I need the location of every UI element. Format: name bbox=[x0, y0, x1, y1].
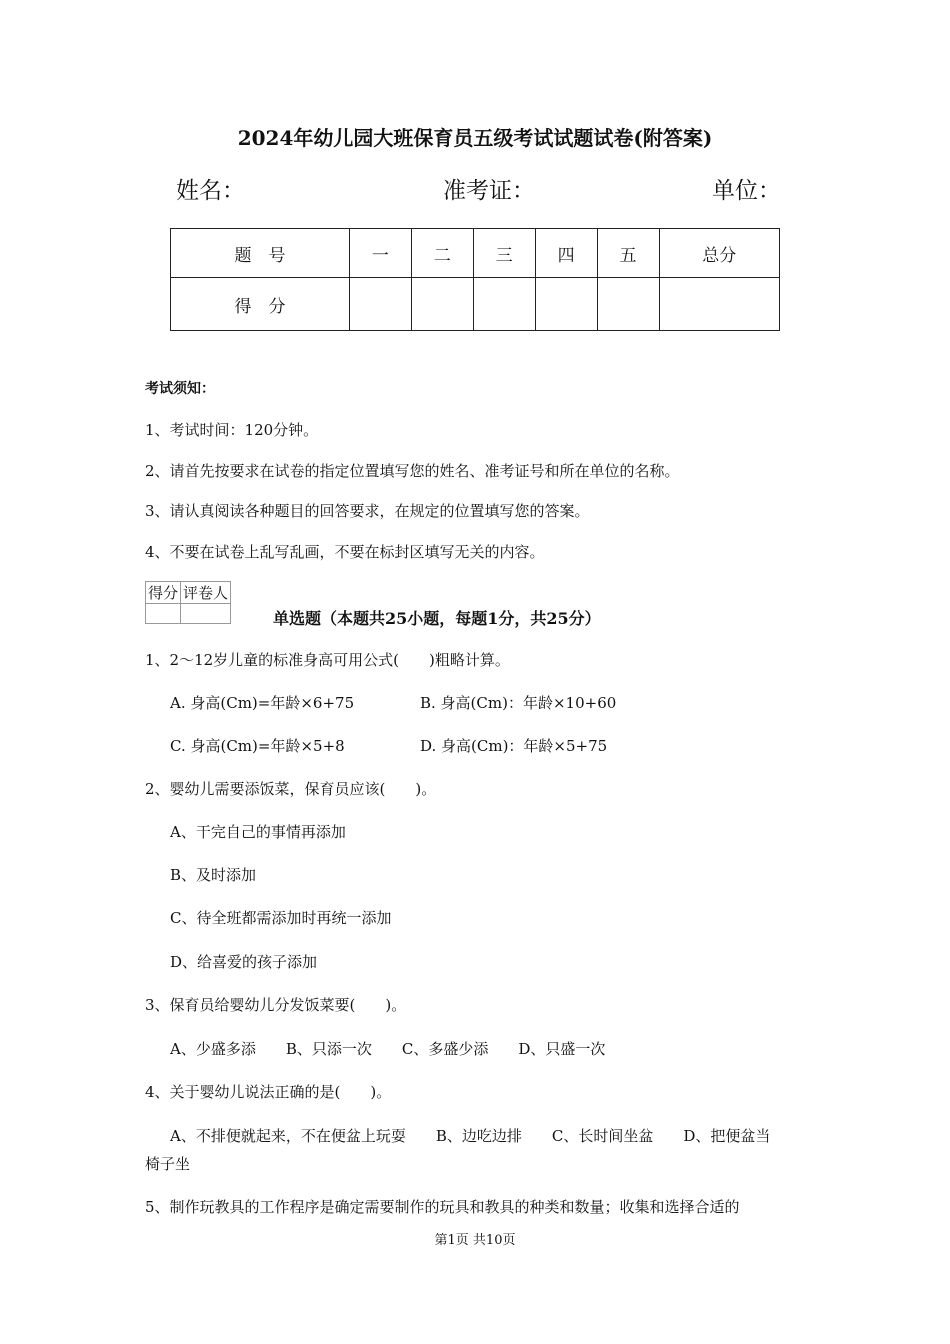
grader-box-grader-label: 评卷人 bbox=[181, 582, 231, 604]
question-option: A. 身高(Cm)=年龄×6+75 bbox=[170, 694, 355, 712]
question-options-continued: 椅子坐 bbox=[145, 1155, 191, 1173]
question-option: D. 身高(Cm)：年龄×5+75 bbox=[420, 737, 608, 755]
question-stem: 2、婴幼儿需要添饭菜，保育员应该( )。 bbox=[145, 780, 437, 798]
score-cell bbox=[349, 278, 411, 331]
question-stem: 1、2～12岁儿童的标准身高可用公式( )粗略计算。 bbox=[145, 651, 510, 669]
score-cell bbox=[597, 278, 659, 331]
question-stem: 4、关于婴幼儿说法正确的是( )。 bbox=[145, 1083, 392, 1101]
score-table-header-row bbox=[171, 229, 780, 278]
grader-box-grader-cell bbox=[181, 604, 231, 624]
score-table-header-cell: 四 bbox=[535, 229, 597, 278]
unit-field-label: 单位： bbox=[712, 178, 781, 204]
score-table-header-cell: 五 bbox=[597, 229, 659, 278]
score-cell bbox=[411, 278, 473, 331]
notice-heading: 考试须知： bbox=[145, 381, 215, 397]
page-footer: 第1页 共10页 bbox=[434, 1233, 516, 1248]
question-stem: 5、制作玩教具的工作程序是确定需要制作的玩具和教具的种类和数量；收集和选择合适的 bbox=[145, 1198, 740, 1216]
question-options: A、少盛多添 B、只添一次 C、多盛少添 D、只盛一次 bbox=[170, 1040, 606, 1058]
section-title: 单选题（本题共25小题，每题1分，共25分） bbox=[273, 609, 601, 628]
question-option: B、及时添加 bbox=[170, 866, 257, 884]
question-option: B. 身高(Cm)：年龄×10+60 bbox=[420, 694, 617, 712]
notice-item: 3、请认真阅读各种题目的回答要求，在规定的位置填写您的答案。 bbox=[145, 502, 590, 520]
question-option: D、给喜爱的孩子添加 bbox=[170, 953, 318, 971]
question-stem: 3、保育员给婴幼儿分发饭菜要( )。 bbox=[145, 996, 407, 1014]
score-cell bbox=[659, 278, 779, 331]
score-cell bbox=[535, 278, 597, 331]
score-table-header-cell: 三 bbox=[473, 229, 535, 278]
score-table-header-cell: 题 号 bbox=[171, 229, 350, 278]
notice-item: 4、不要在试卷上乱写乱画，不要在标封区填写无关的内容。 bbox=[145, 543, 545, 561]
score-row-label: 得 分 bbox=[171, 278, 350, 331]
exam-number-field-label: 准考证： bbox=[443, 178, 535, 204]
score-table bbox=[170, 228, 780, 331]
score-cell bbox=[473, 278, 535, 331]
score-table-header-cell: 一 bbox=[349, 229, 411, 278]
grader-box-score-cell bbox=[146, 604, 181, 624]
question-option: C、待全班都需添加时再统一添加 bbox=[170, 909, 392, 927]
grader-box-score-label: 得分 bbox=[146, 582, 181, 604]
notice-item: 1、考试时间：120分钟。 bbox=[145, 421, 319, 439]
document-title: 2024年幼儿园大班保育员五级考试试题试卷(附答案) bbox=[237, 126, 713, 150]
score-table-score-row bbox=[171, 278, 780, 331]
grader-box bbox=[145, 581, 231, 624]
question-option: A、干完自己的事情再添加 bbox=[170, 823, 346, 841]
score-table-header-cell: 总分 bbox=[659, 229, 779, 278]
question-options: A、不排便就起来，不在便盆上玩耍 B、边吃边排 C、长时间坐盆 D、把便盆当 bbox=[170, 1127, 771, 1145]
score-table-header-cell: 二 bbox=[411, 229, 473, 278]
question-option: C. 身高(Cm)=年龄×5+8 bbox=[170, 737, 345, 755]
notice-item: 2、请首先按要求在试卷的指定位置填写您的姓名、准考证号和所在单位的名称。 bbox=[145, 462, 680, 480]
name-field-label: 姓名： bbox=[176, 178, 245, 204]
